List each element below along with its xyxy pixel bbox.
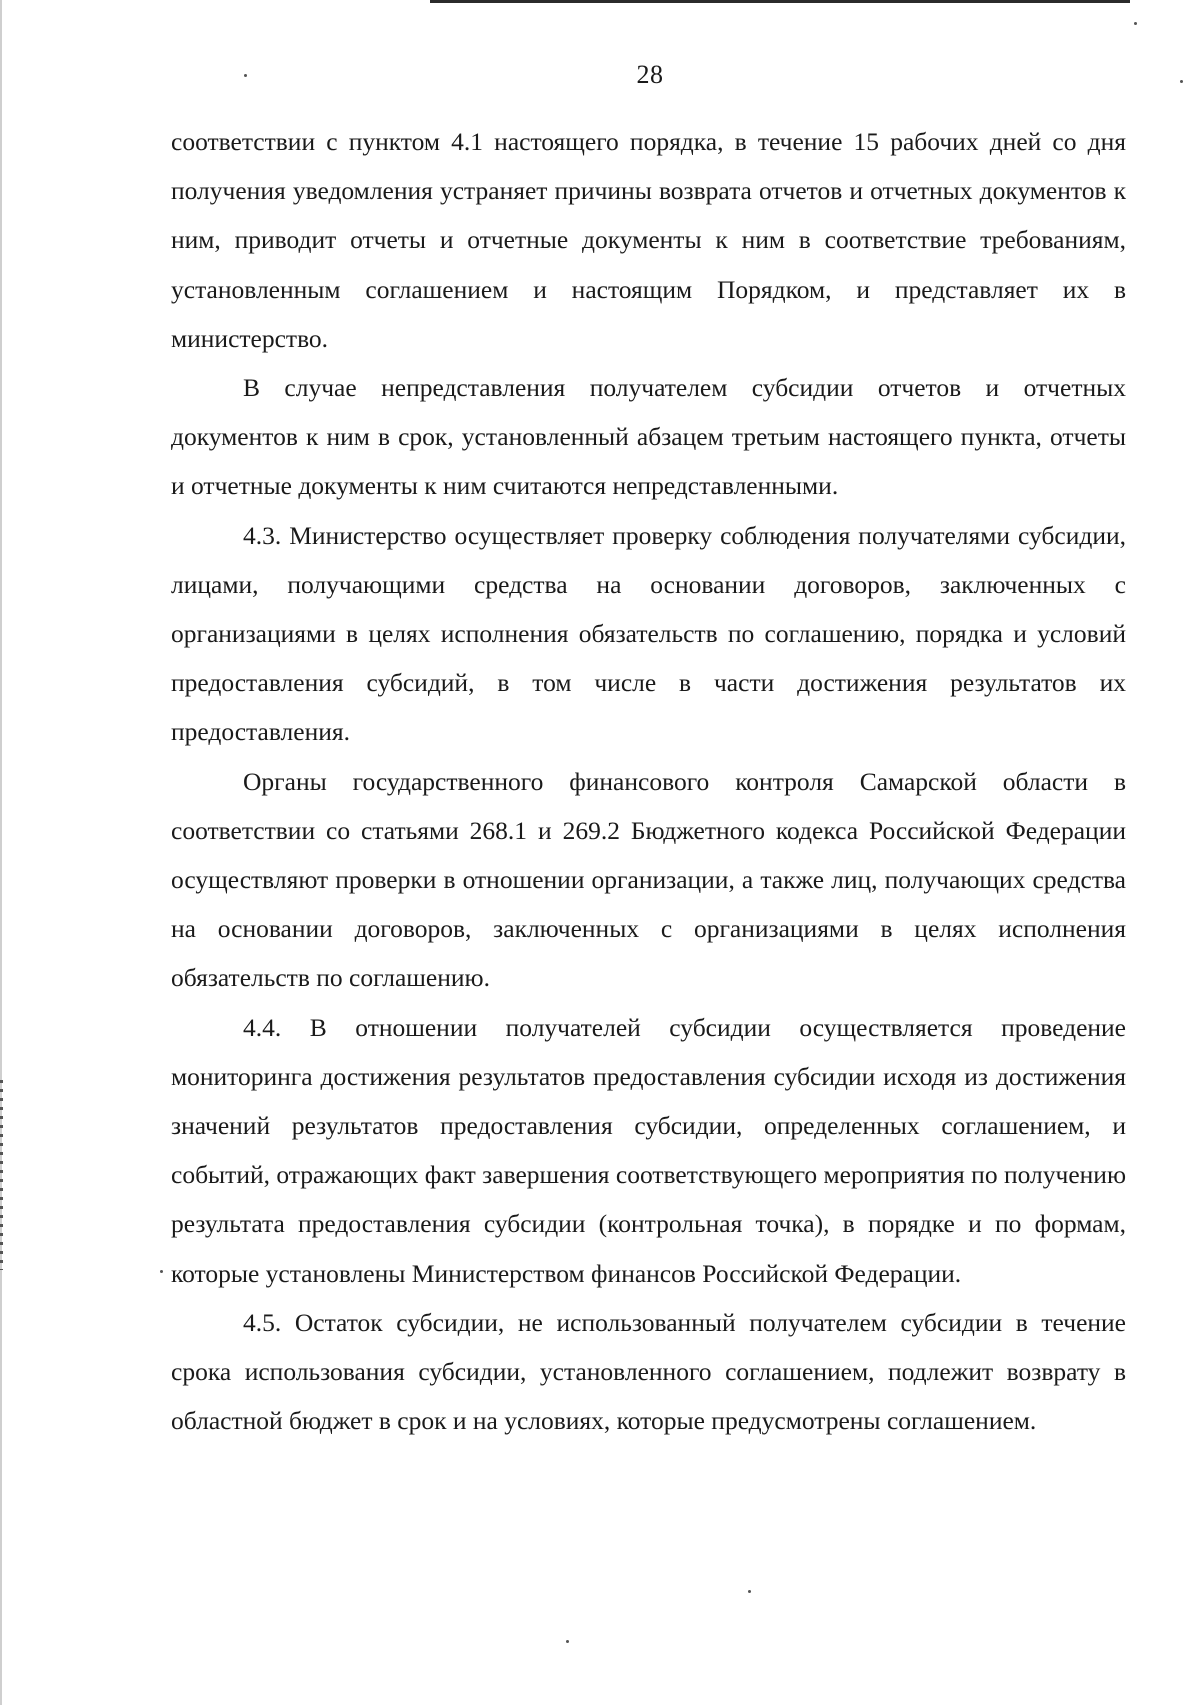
scan-speck — [748, 1590, 751, 1593]
scan-speck — [160, 1270, 163, 1273]
paragraph-4-5: 4.5. Остаток субсидии, не использованный получателем субсидии в течение срока использования субсидии, установленного соглашением, подлежит возврату в областной бюджет в срок и на условиях, которые предусмотрены соглашением. — [171, 1307, 1126, 1436]
scan-left-marks — [0, 1080, 3, 1270]
paragraph-4-4: 4.4. В отношении получателей субсидии осуществляется проведение мониторинга достижения результатов предоставления субсидии исходя из достижения значений результатов предоставления субсидии, определенных соглашением, и событий, отражающих факт завершения соответствующего мероприятия по получению результата предоставления субсидии (контрольная точка), в порядке и по формам, которые установлены Министерством финансов Российской Федерации. — [171, 1012, 1126, 1288]
paragraph-continuation: соответствии с пунктом 4.1 настоящего порядка, в течение 15 рабочих дней со дня получения уведомления устраняет причины возврата отчетов и отчетных документов к ним, приводит отчеты и отчетные документы к ним в соответствие требованиям, установленным соглашением и настоящим Порядком, и представляет их в министерство. — [171, 127, 1126, 353]
scan-top-rule — [430, 0, 1130, 3]
paragraph-financial-control: Органы государственного финансового контроля Самарской области в соответствии со статьями 268.1 и 269.2 Бюджетного кодекса Российской Федерации осуществляют проверки в отношении организации, а также лиц, получающих средства на основании договоров, заключенных с организациями в целях исполнения обязательств по соглашению. — [171, 766, 1126, 993]
scan-speck — [566, 1640, 569, 1643]
scan-speck — [1134, 22, 1137, 25]
scan-left-edge — [0, 0, 2, 1705]
page-number: 28 — [636, 60, 664, 89]
paragraph-nonsubmission: В случае непредставления получателем субсидии отчетов и отчетных документов к ним в срок, установленный абзацем третьим настоящего пункта, отчеты и отчетные документы к ним считаются непредставленными. — [171, 373, 1126, 501]
paragraph-4-3: 4.3. Министерство осуществляет проверку соблюдения получателями субсидии, лицами, получающими средства на основании договоров, заключенных с организациями в целях исполнения обязательств по соглашению, порядка и условий предоставления субсидий, в том числе в части достижения результатов их предоставления. — [171, 520, 1126, 747]
document-body — [171, 117, 1126, 1445]
